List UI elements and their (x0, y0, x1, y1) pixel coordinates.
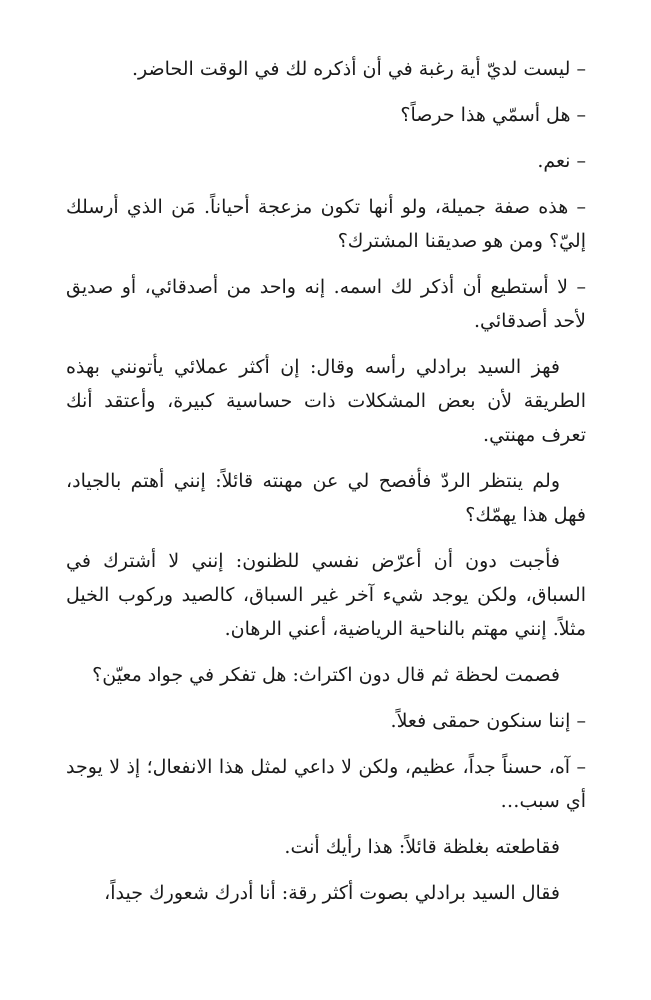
paragraph-narration: فقاطعته بغلظة قائلاً: هذا رأيك أنت. (284, 836, 560, 858)
paragraph-dialogue: – هذه صفة جميلة، ولو أنها تكون مزعجة أحياناً. مَن الذي أرسلك إليّ؟ ومن هو صديقنا المشترك؟ (66, 196, 586, 252)
paragraph-dialogue: – ليست لديّ أية رغبة في أن أذكره لك في الوقت الحاضر. (132, 58, 586, 80)
paragraph-narration: فأجبت دون أن أعرّض نفسي للظنون: إنني لا أشترك في السباق، ولكن يوجد شيء آخر غير السباق، كالصيد وركوب الخيل مثلاً. إنني مهتم بالناحية الرياضية، أعني الرهان. (66, 550, 586, 640)
paragraph-dialogue: – نعم. (537, 150, 586, 172)
paragraph-narration: فقال السيد برادلي بصوت أكثر رقة: أنا أدرك شعورك جيداً، (104, 882, 560, 904)
paragraph-dialogue: – لا أستطيع أن أذكر لك اسمه. إنه واحد من أصدقائي، أو صديق لأحد أصدقائي. (66, 276, 586, 332)
paragraph-dialogue: – إننا سنكون حمقى فعلاً. (390, 710, 586, 732)
paragraph-narration: فصمت لحظة ثم قال دون اكتراث: هل تفكر في جواد معيّن؟ (92, 664, 560, 686)
paragraph-dialogue: – هل أسمّي هذا حرصاً؟ (400, 104, 586, 126)
paragraph-narration: ولم ينتظر الردّ فأفصح لي عن مهنته قائلاً: إنني أهتم بالجياد، فهل هذا يهمّك؟ (66, 470, 586, 526)
book-page (66, 52, 586, 922)
paragraph-narration: فهز السيد برادلي رأسه وقال: إن أكثر عملائي يأتونني بهذه الطريقة لأن بعض المشكلات ذات حساسية كبيرة، وأعتقد أنك تعرف مهنتي. (66, 356, 586, 446)
paragraph-dialogue: – آه، حسناً جداً، عظيم، ولكن لا داعي لمثل هذا الانفعال؛ إذ لا يوجد أي سبب… (66, 756, 586, 812)
